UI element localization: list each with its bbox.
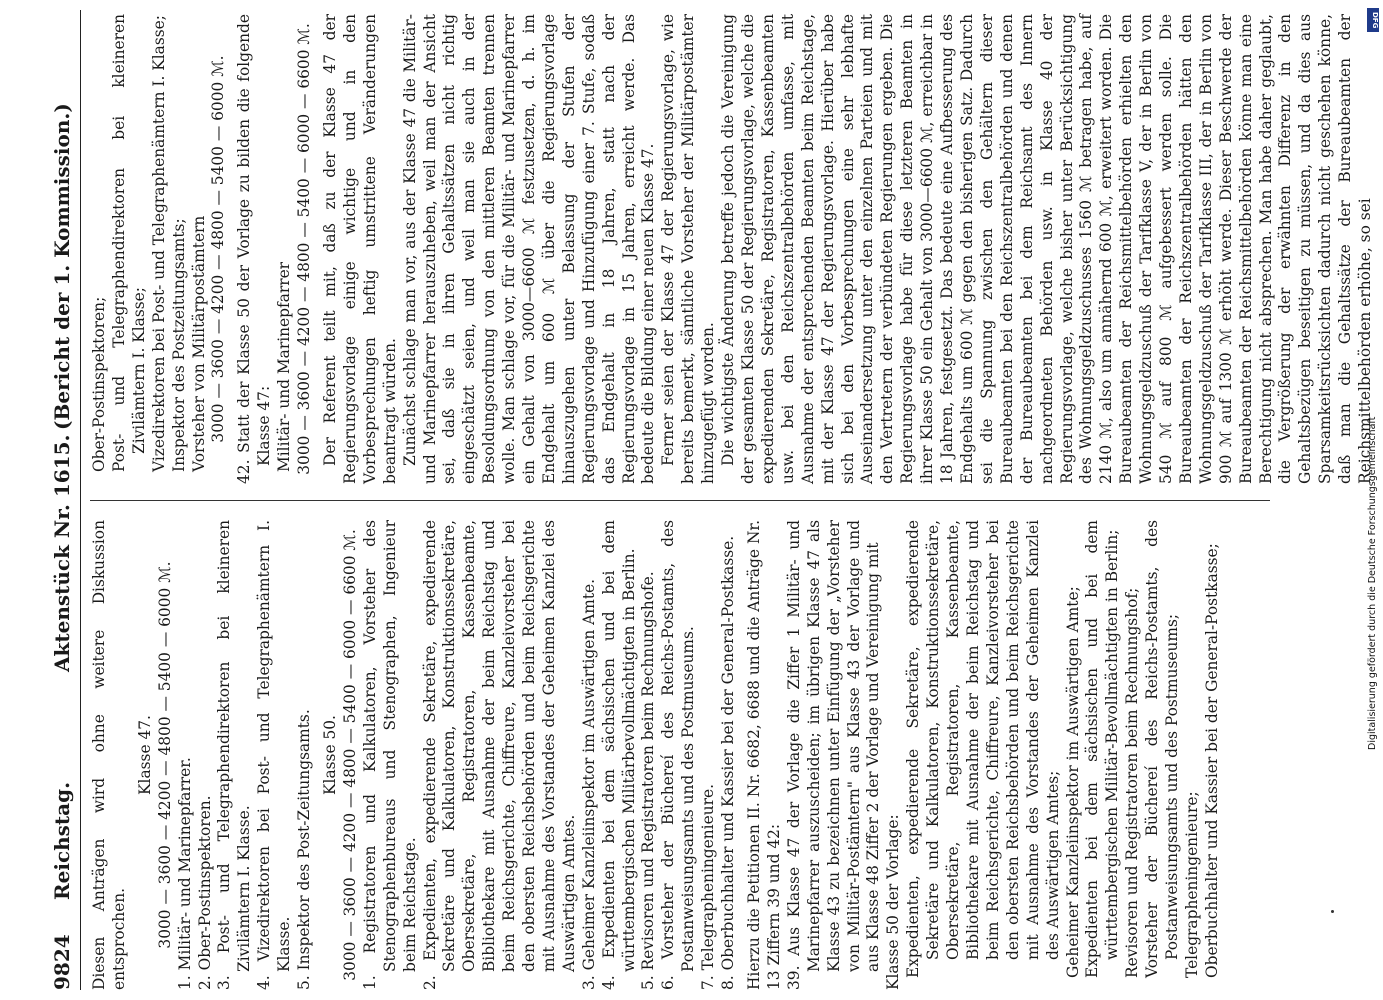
list-item: Oberbuchhalter und Kassier bei der General-Postkasse;: [1202, 543, 1221, 978]
list-item: Vorsteher von Militärpostämtern: [189, 215, 208, 472]
list-item: 2. Expedienten, expedierende Sekretäre, expedierende Sekretäre und Kalkulatoren, Konstruktionssekretäre, Obersekretäre, Registratoren, Kassenbeamte, Bibliothekare mit Ausnahme der beim Reichstag und beim Reichsgerichte, Chiffreure, Kanzleivorsteher bei den obersten Reichsbehörden und beim Reichsgerichte mit Ausnahme des Vorstandes der Geheimen Kanzlei des Auswärtigen Amtes.: [420, 520, 578, 990]
dfg-logo: DFG: [1367, 8, 1379, 32]
list-item: Geheimer Kanzleiinspektor im Auswärtigen Amte;: [1063, 586, 1082, 978]
scan-speck: [1331, 910, 1334, 913]
list-item: Vizedirektoren bei Post- und Telegraphenämtern I. Klasse;: [149, 15, 168, 472]
digitization-note: [1361, 20, 1383, 980]
list-item: 8. Oberbuchhalter und Kassier bei der General-Postkasse.: [719, 535, 738, 990]
list-item: 5. Inspektor des Post-Zeitungsamts.: [295, 709, 314, 990]
list-item: 4. Vizedirektoren bei Post- und Telegraphenämtern I. Klasse.: [255, 520, 294, 990]
page-header: [46, 10, 81, 990]
page-number: 9824: [50, 934, 74, 990]
list-item: Telegrapheningenieure;: [1182, 791, 1201, 978]
document-number: Aktenstück Nr. 1615.: [50, 434, 74, 672]
header-title: Reichstag.: [50, 781, 74, 900]
motion-39: 39. Aus Klasse 47 der Vorlage die Ziffer 1 Militär- und Marinepfarrer auszuscheiden; im übrigen Klasse 47 als Klasse 43 zu bezeichnen unter Einfügung der „Vorsteher von Militär-Postämtern" aus Klasse 43 der Vorlage und aus Klasse 48 Ziffer 2 der Vorlage und Vereinigung mit: [784, 520, 883, 990]
list-item: 7. Telegrapheningenieure.: [699, 784, 718, 990]
left-column: [90, 520, 1223, 990]
list-item: 1. Registratoren und Kalkulatoren, Vorsteher des Stenographenbureaus und Stenographen, Ingenieur beim Reichstage.: [360, 520, 419, 990]
paragraph: Ferner seien der Klasse 47 der Regierungsvorlage, wie bereits bemerkt, sämtliche Vorsteher der Militärpostämter hinzugefügt worden.: [659, 14, 718, 484]
class-heading: Klasse 50.: [320, 715, 339, 795]
list-item: Expedienten, expedierende Sekretäre, expedierende Sekretäre und Kalkulatoren, Konstruktionssekretäre, Obersekretäre, Registratoren, Kassenbeamte, Bibliothekare mit Ausnahme der beim Reichstag und beim Reichsgerichte, Chiffreure, Kanzleivorsteher bei den obersten Reichsbehörden und beim Reichsgerichte mit Ausnahme des Vorstandes der Geheimen Kanzlei des Auswärtigen Amtes;: [904, 520, 1062, 978]
motion-42: 42. Statt der Klasse 50 der Vorlage zu bilden die folgende Klasse 47:: [235, 14, 274, 484]
paragraph: Klasse 50 der Vorlage:: [884, 814, 903, 990]
list-item: 1. Militär- und Marinepfarrer.: [175, 757, 194, 990]
list-item: 4. Expedienten bei dem sächsischen und bei dem württembergischen Militärbevollmächtigten in Berlin.: [599, 520, 638, 990]
list-item: 5. Revisoren und Registratoren beim Rechnungshofe.: [639, 571, 658, 990]
list-item: Inspektor des Postzeitungsamts;: [169, 218, 188, 472]
salary-scale: 3000 — 3600 — 4200 — 4800 — 5400 — 6000 — 6600 ℳ.: [340, 529, 359, 981]
list-item: Post- und Telegraphendirektoren bei kleineren Zivilämtern I. Klasse;: [109, 14, 148, 472]
list-item: 3. Post- und Telegraphendirektoren bei kleineren Zivilämtern I. Klasse.: [215, 520, 254, 990]
list-item: Militär- und Marinepfarrer: [275, 261, 294, 472]
list-item: 6. Vorsteher der Büchereí des Reichs-Postamts, des Postanweisungsamts und des Postmuseums.: [659, 520, 698, 990]
report-title: (Bericht der 1. Kommission.): [50, 103, 74, 430]
paragraph: Hierzu die Petitionen II. Nr. 6682, 6688 und die Anträge Nr. 13 Ziffern 39 und 42:: [745, 520, 783, 990]
digitization-note-text: Digitalisierung gefördert durch die Deutsche Forschungsgemeinschaft: [1367, 416, 1378, 750]
right-column: [90, 14, 1376, 484]
paragraph: Der Referent teilt mit, daß zu der Klasse 47 der Regierungsvorlage einige wichtige und in den Vorbesprechungen heftig umstrittene Veränderungen beantragt würden.: [320, 14, 399, 484]
list-item: Vorsteher der Büchereí des Reichs-Postamts, des Postanweisungsamts und des Postmuseums;: [1143, 520, 1182, 978]
salary-scale: 3000 — 3600 — 4200 — 4800 — 5400 — 6000 — 6600 ℳ.: [295, 23, 314, 475]
column-divider: [90, 500, 1270, 501]
salary-scale: 3000 — 3600 — 4200 — 4800 — 5400 — 6000 ℳ.: [155, 561, 174, 949]
list-item: Expedienten bei dem sächsischen und bei dem württembergischen Militär-Bevollmächtigten in Berlin;: [1083, 520, 1122, 978]
list-item: Ober-Postinspektoren;: [90, 296, 108, 472]
list-item: 2. Ober-Postinspektoren.: [195, 795, 214, 990]
paragraph: Zunächst schlage man vor, aus der Klasse 47 die Militär- und Marinepfarrer herauszuheben, weil man der Ansicht sei, daß sie in ihren Gehaltssätzen nicht richtig eingeschätzt seien, und weil man sie auch in der Besoldungsordnung von den mittleren Beamten trennen wolle. Man schlage vor, für die Militär- und Marinepfarrer ein Gehalt von 3000—6600 ℳ festzusetzen, d. h. im Endgehalt um 600 ℳ über die Regierungsvorlage hinauszugehen unter Belassung der Stufen der Regierungsvorlage und Hinzufügung einer 7. Stufe, sodaß das Endgehalt in 18 Jahren, statt nach der Regierungsvorlage in 15 Jahren, erreicht werde. Das bedeute die Bildung einer neuen Klasse 47.: [400, 14, 658, 484]
salary-scale: 3000 — 3600 — 4200 — 4800 — 5400 — 6000 ℳ.: [209, 55, 228, 443]
class-heading: Klasse 47.: [135, 715, 154, 795]
paragraph: Diesen Anträgen wird ohne weitere Diskussion entsprochen.: [90, 520, 128, 990]
paragraph: Die wichtigste Änderung betreffe jedoch die Vereinigung der gesamten Klasse 50 der Regierungsvorlage, welche die expedierenden Sekretäre, Registratoren, Kassenbeamten usw. bei den Reichszentralbehörden umfasse, mit Ausnahme der entsprechenden Beamten beim Reichstage, mit der Klasse 47 der Regierungsvorlage. Hierüber habe sich bei den Vorbesprechungen eine sehr lebhafte Auseinandersetzung unter den einzelnen Parteien und mit den Vertretern der verbündeten Regierungen ergeben. Die Regierungsvorlage habe für diese letzteren Beamten in ihrer Klasse 50 ein Gehalt von 3000—6600 ℳ, erreichbar in 18 Jahren, festgesetzt. Das bedeute eine Aufbesserung des Endgehalts um 600 ℳ gegen den bisherigen Satz. Dadurch sei die Spannung zwischen den Gehältern dieser Bureaubeamten bei den Reichszentralbehörden und denen der Bureaubeamten bei dem Reichsamt des Innern nachgeordneten Behörden usw. in Klasse 40 der Regierungsvorlage, welche bisher unter Berücksichtigung des Wohnungsgeldzuschusses 1560 ℳ betragen habe, auf 2140 ℳ, also um annähernd 600 ℳ, erweitert worden. Die Bureaubeamten der Reichsmittelbehörden erhielten den Wohnungsgeldzuschuß der Tarifklasse V, der in Berlin von 540 ℳ auf 800 ℳ aufgebessert werden solle. Die Bureaubeamten der Reichszentralbehörden hätten den Wohnungsgeldzuschuß der Tarifklasse III, der in Berlin von 900 ℳ auf 1300 ℳ erhöht werde. Dieser Beschwerde der Bureaubeamten der Reichsmittelbehörden könne man eine Berechtigung nicht absprechen. Man habe daher geglaubt, die Vergrößerung der erwähnten Differenz in den Gehaltsbezügen beseitigen zu müssen, und da dies aus Sparsamkeitsrücksichten dadurch nicht geschehen könne, daß man die Gehaltssätze der Bureaubeamten der Reichsmittelbehörden erhöhe, so sei: [719, 14, 1375, 484]
list-item: 3. Geheimer Kanzleiinspektor im Auswärtigen Amte.: [579, 578, 598, 990]
list-item: Revisoren und Registratoren beim Rechnungshof;: [1123, 587, 1142, 978]
